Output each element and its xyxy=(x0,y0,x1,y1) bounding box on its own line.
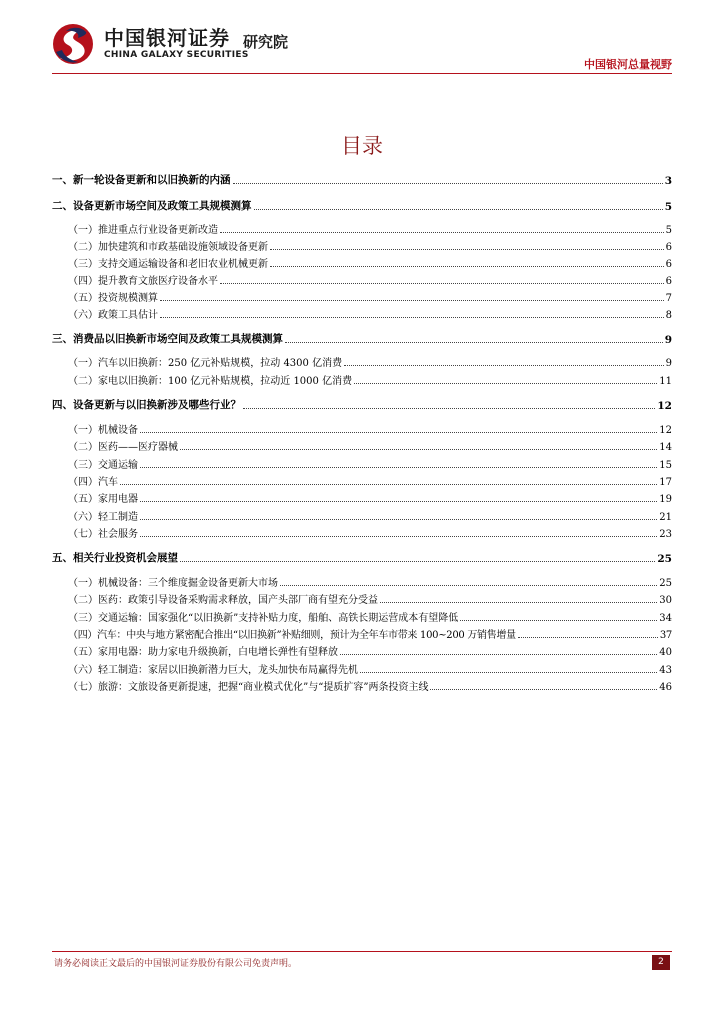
toc-leader-dots xyxy=(140,432,657,433)
toc-leader-dots xyxy=(120,484,657,485)
footer-divider xyxy=(52,951,672,952)
toc-entry[interactable] xyxy=(52,626,672,641)
toc-entry[interactable] xyxy=(52,397,672,412)
china-galaxy-logo-icon xyxy=(52,22,94,66)
toc-entry-page: 3 xyxy=(664,175,672,187)
page-header xyxy=(0,0,724,80)
toc-leader-dots xyxy=(140,467,657,468)
toc-leader-dots xyxy=(160,300,664,301)
toc-entry-text: （六）政策工具估计 xyxy=(68,310,158,321)
toc-leader-dots xyxy=(233,183,663,184)
toc-entry[interactable] xyxy=(52,372,672,387)
toc-entry-page: 40 xyxy=(659,647,672,658)
toc-entry[interactable] xyxy=(52,255,672,270)
toc-entry-page: 12 xyxy=(657,400,672,412)
toc-entry-page: 5 xyxy=(665,225,672,236)
toc-entry[interactable] xyxy=(52,421,672,436)
toc-entry[interactable] xyxy=(52,456,672,471)
toc-entry-text: （一）汽车以旧换新：250 亿元补贴规模，拉动 4300 亿消费 xyxy=(68,358,343,369)
toc-entry-text: 五、相关行业投资机会展望 xyxy=(52,552,178,564)
toc-entry[interactable] xyxy=(52,550,672,565)
toc-entry-page: 30 xyxy=(659,595,672,606)
toc-entry[interactable] xyxy=(52,172,672,187)
toc-entry[interactable] xyxy=(52,643,672,658)
toc-leader-dots xyxy=(180,449,657,450)
toc-entry-page: 11 xyxy=(659,376,672,387)
toc-leader-dots xyxy=(180,561,655,562)
toc-entry-page: 17 xyxy=(659,477,672,488)
toc-entry-text: （二）医药：政策引导设备采购需求释放，国产头部厂商有望充分受益 xyxy=(68,595,378,606)
toc-entry[interactable] xyxy=(52,306,672,321)
toc-entry-text: 三、消费品以旧换新市场空间及政策工具规模测算 xyxy=(52,333,283,345)
toc-leader-dots xyxy=(340,654,657,655)
toc-leader-dots xyxy=(270,249,664,250)
toc-leader-dots xyxy=(220,283,664,284)
toc-entry-page: 14 xyxy=(659,442,672,453)
toc-entry-text: （三）交通运输：国家强化“以旧换新”支持补贴力度，船舶、高铁长期运营成本有望降低 xyxy=(68,613,459,624)
toc-entry-text: （五）投资规模测算 xyxy=(68,293,158,304)
toc-leader-dots xyxy=(140,501,657,502)
toc-entry[interactable] xyxy=(52,473,672,488)
toc-entry-text: （一）机械设备 xyxy=(68,425,138,436)
toc-entry-text: （七）社会服务 xyxy=(68,529,138,540)
toc-leader-dots xyxy=(280,585,657,586)
toc-leader-dots xyxy=(430,689,657,690)
toc-entry-page: 6 xyxy=(665,259,672,270)
brand-name-cn: 中国银河证券 xyxy=(104,26,230,50)
header-report-series: 中国银河总量视野 xyxy=(584,58,672,71)
toc-entry-page: 34 xyxy=(659,613,672,624)
header-divider xyxy=(52,73,672,74)
toc-entry-text: （一）推进重点行业设备更新改造 xyxy=(68,225,218,236)
toc-entry-page: 19 xyxy=(659,494,672,505)
toc-entry-text: （五）家用电器：助力家电升级换新，白电增长弹性有望释放 xyxy=(68,647,338,658)
toc-entry-text: （五）家用电器 xyxy=(68,494,138,505)
toc-entry[interactable] xyxy=(52,490,672,505)
toc-entry[interactable] xyxy=(52,438,672,453)
toc-leader-dots xyxy=(354,383,657,384)
toc-leader-dots xyxy=(140,536,657,537)
toc-entry-text: （二）家电以旧换新：100 亿元补贴规模，拉动近 1000 亿消费 xyxy=(68,376,353,387)
toc-entry-text: （六）轻工制造：家居以旧换新潜力巨大，龙头加快布局赢得先机 xyxy=(68,665,358,676)
toc-entry-text: （一）机械设备：三个维度掘金设备更新大市场 xyxy=(68,578,278,589)
toc-entry-page: 6 xyxy=(665,276,672,287)
toc-entry-text: （七）旅游：文旅设备更新提速，把握“商业模式优化”与“提质扩容”两条投资主线 xyxy=(68,682,429,693)
toc-leader-dots xyxy=(220,232,664,233)
toc-leader-dots xyxy=(344,365,664,366)
toc-leader-dots xyxy=(270,266,664,267)
toc-entry-text: 四、设备更新与以旧换新涉及哪些行业？ xyxy=(52,399,241,411)
toc-entry-text: （四）汽车 xyxy=(68,477,118,488)
toc-entry-text: 一、新一轮设备更新和以旧换新的内涵 xyxy=(52,174,231,186)
toc-entry-text: （六）轻工制造 xyxy=(68,512,138,523)
toc-entry[interactable] xyxy=(52,525,672,540)
toc-entry-page: 21 xyxy=(659,512,672,523)
toc-leader-dots xyxy=(380,602,657,603)
toc-leader-dots xyxy=(243,408,655,409)
toc-entry[interactable] xyxy=(52,574,672,589)
toc-leader-dots xyxy=(160,317,664,318)
toc-entry-page: 9 xyxy=(664,334,672,346)
toc-entry-text: （二）加快建筑和市政基础设施领域设备更新 xyxy=(68,242,268,253)
toc-entry-text: （四）汽车：中央与地方紧密配合推出“以旧换新”补贴细则，预计为全年车市带来 100~200 万销售增量 xyxy=(68,630,516,641)
toc-entry-page: 37 xyxy=(659,630,672,641)
toc-leader-dots xyxy=(360,672,657,673)
toc-entry[interactable] xyxy=(52,238,672,253)
toc-entry[interactable] xyxy=(52,221,672,236)
toc-entry[interactable] xyxy=(52,198,672,213)
brand-subtitle: 研究院 xyxy=(243,33,289,51)
toc-entry-text: （三）交通运输 xyxy=(68,460,138,471)
toc-leader-dots xyxy=(254,209,663,210)
toc-entry-page: 5 xyxy=(664,201,672,213)
toc-entry[interactable] xyxy=(52,354,672,369)
toc-entry-page: 9 xyxy=(665,358,672,369)
toc-entry-page: 25 xyxy=(659,578,672,589)
page-number: 2 xyxy=(652,955,670,970)
toc-title: 目录 xyxy=(341,134,383,158)
toc-entry-page: 7 xyxy=(665,293,672,304)
toc-entry-page: 12 xyxy=(659,425,672,436)
toc-entry-page: 23 xyxy=(659,529,672,540)
toc-entry-text: 二、设备更新市场空间及政策工具规模测算 xyxy=(52,200,252,212)
toc-entry[interactable] xyxy=(52,661,672,676)
toc-entry-text: （四）提升教育文旅医疗设备水平 xyxy=(68,276,218,287)
toc-entry-page: 15 xyxy=(659,460,672,471)
toc-entry[interactable] xyxy=(52,678,672,693)
toc-entry-text: （三）支持交通运输设备和老旧农业机械更新 xyxy=(68,259,268,270)
toc-leader-dots xyxy=(140,519,657,520)
toc-entry[interactable] xyxy=(52,272,672,287)
toc-entry-page: 25 xyxy=(657,553,672,565)
toc-leader-dots xyxy=(460,620,657,621)
toc-entry-page: 43 xyxy=(659,665,672,676)
toc-entry[interactable] xyxy=(52,331,672,346)
toc-leader-dots xyxy=(285,342,663,343)
toc-entry[interactable] xyxy=(52,609,672,624)
toc-entry-text: （二）医药——医疗器械 xyxy=(68,442,178,453)
brand-name-en: CHINA GALAXY SECURITIES xyxy=(104,50,249,60)
toc-entry-page: 6 xyxy=(665,242,672,253)
toc-entry[interactable] xyxy=(52,591,672,606)
toc-entry-page: 46 xyxy=(659,682,672,693)
footer-disclaimer: 请务必阅读正文最后的中国银河证券股份有限公司免责声明。 xyxy=(54,959,298,969)
toc-entry[interactable] xyxy=(52,289,672,304)
toc-leader-dots xyxy=(518,637,658,638)
toc-entry[interactable] xyxy=(52,508,672,523)
toc-entry-page: 8 xyxy=(665,310,672,321)
